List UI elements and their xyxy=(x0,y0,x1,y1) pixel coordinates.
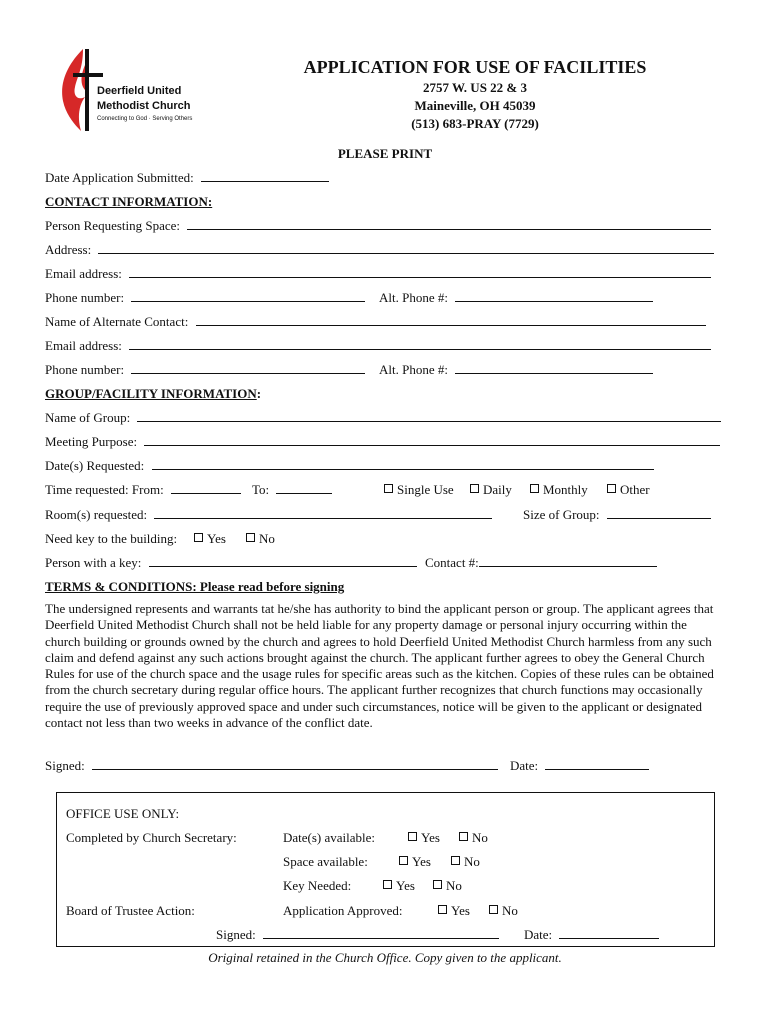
key-needed-no-checkbox[interactable] xyxy=(433,880,442,889)
key-no-option[interactable] xyxy=(246,531,275,547)
signature-field[interactable] xyxy=(92,759,498,770)
monthly-checkbox[interactable] xyxy=(530,484,539,493)
dates-available-yes[interactable] xyxy=(408,830,440,846)
alt-phone-number-field[interactable] xyxy=(131,363,365,374)
alt-phone-label: Alt. Phone #: xyxy=(379,290,448,305)
key-needed-yes[interactable] xyxy=(383,878,415,894)
group-heading xyxy=(45,386,261,402)
office-use-heading: OFFICE USE ONLY: xyxy=(66,806,180,821)
alt-contact-label: Name of Alternate Contact: xyxy=(45,314,189,329)
contact-number-field[interactable] xyxy=(479,556,657,567)
header-address1: 2757 W. US 22 & 3 xyxy=(422,80,528,95)
key-yes-checkbox[interactable] xyxy=(194,533,203,542)
email-label: Email address: xyxy=(45,266,122,281)
logo-tagline: Connecting to God · Serving Others xyxy=(97,116,193,122)
monthly-label: Monthly xyxy=(543,482,588,497)
group-size-row xyxy=(523,507,711,523)
time-from-field[interactable] xyxy=(171,483,241,494)
key-no-checkbox[interactable] xyxy=(246,533,255,542)
key-person-row xyxy=(45,555,417,571)
address-field[interactable] xyxy=(98,243,714,254)
time-to-field[interactable] xyxy=(276,483,332,494)
app-approved-yes[interactable] xyxy=(438,903,470,919)
dates-available-yes-checkbox[interactable] xyxy=(408,832,417,841)
alt-contact-row xyxy=(45,314,706,330)
alt-alt-phone-label: Alt. Phone #: xyxy=(379,362,448,377)
terms-heading: TERMS & CONDITIONS: Please read before signing xyxy=(45,579,345,594)
dates-available-no-label: No xyxy=(472,830,488,845)
space-available-no-label: No xyxy=(464,854,480,869)
time-from-row xyxy=(45,482,241,498)
single-use-label: Single Use xyxy=(397,482,454,497)
key-needed-yes-checkbox[interactable] xyxy=(383,880,392,889)
alt-phone-row xyxy=(379,290,653,306)
address-row xyxy=(45,242,714,258)
time-to-label: To: xyxy=(252,482,270,497)
app-approved-no-label: No xyxy=(502,903,518,918)
board-action-label: Board of Trustee Action: xyxy=(66,903,195,918)
office-date-field[interactable] xyxy=(559,928,659,939)
office-date-label: Date: xyxy=(524,927,553,942)
date-submitted-label: Date Application Submitted: xyxy=(45,170,194,185)
person-requesting-label: Person Requesting Space: xyxy=(45,218,181,233)
meeting-purpose-row xyxy=(45,434,720,450)
alt-email-label: Email address: xyxy=(45,338,122,353)
alt-email-row xyxy=(45,338,711,354)
date-submitted-field[interactable] xyxy=(201,171,329,182)
frequency-single[interactable] xyxy=(384,482,454,498)
dates-requested-row xyxy=(45,458,654,474)
office-signed-field[interactable] xyxy=(263,928,499,939)
signature-row xyxy=(45,758,498,774)
group-heading-text: GROUP/FACILITY INFORMATION xyxy=(45,386,257,401)
meeting-purpose-field[interactable] xyxy=(144,435,720,446)
dates-requested-field[interactable] xyxy=(152,459,654,470)
key-needed-row xyxy=(45,531,177,547)
time-to-row xyxy=(252,482,332,498)
other-label: Other xyxy=(620,482,650,497)
sign-date-field[interactable] xyxy=(545,759,649,770)
page-title: APPLICATION FOR USE OF FACILITIES xyxy=(303,57,647,77)
frequency-monthly[interactable] xyxy=(530,482,588,498)
rooms-requested-field[interactable] xyxy=(154,508,492,519)
frequency-other[interactable] xyxy=(607,482,650,498)
frequency-daily[interactable] xyxy=(470,482,512,498)
app-approved-yes-checkbox[interactable] xyxy=(438,905,447,914)
app-approved-no-checkbox[interactable] xyxy=(489,905,498,914)
office-date-row xyxy=(524,927,659,943)
daily-checkbox[interactable] xyxy=(470,484,479,493)
key-needed-no-label: No xyxy=(446,878,462,893)
rooms-requested-row xyxy=(45,507,492,523)
office-signed-row xyxy=(216,927,499,943)
alt-alt-phone-row xyxy=(379,362,653,378)
group-name-row xyxy=(45,410,721,426)
other-checkbox[interactable] xyxy=(607,484,616,493)
daily-label: Daily xyxy=(483,482,512,497)
alt-phone-field[interactable] xyxy=(455,291,653,302)
logo-name-line2: Methodist Church xyxy=(97,100,191,112)
completed-by-label: Completed by Church Secretary: xyxy=(66,830,237,845)
phone-field[interactable] xyxy=(131,291,365,302)
header-address2: Maineville, OH 45039 xyxy=(414,98,536,113)
space-available-label: Space available: xyxy=(283,854,368,869)
key-no-label: No xyxy=(259,531,275,546)
dates-available-no[interactable] xyxy=(459,830,488,846)
contact-number-label: Contact #: xyxy=(425,555,479,570)
terms-body: The undersigned represents and warrants tat he/she has authority to bind the applicant person or group. The applicant agrees that Deerfield United Methodist Church shall not be held liable for any property damage or personal injury occurring within the church building or grounds owned by the church and agrees to hold Deerfield United Methodist Church harmless from any such claim and defend against any such actions brought against the church. The applicant further agrees to obey the General Church Rules for use of the church space and the usage rules for specific areas such as the kitchen. Copies of these rules can be obtained from the church secretary during regular office hours. The applicant further recognizes that church functions may occasionally require the use of previously approved space and under such circumstances, notice will be given to the applicant or designated contact not less than two weeks in advance of the conflict date. xyxy=(45,601,714,731)
email-field[interactable] xyxy=(129,267,711,278)
time-from-label: Time requested: From: xyxy=(45,482,164,497)
group-name-label: Name of Group: xyxy=(45,410,131,425)
contact-heading: CONTACT INFORMATION: xyxy=(45,194,213,209)
space-available-no[interactable] xyxy=(451,854,480,870)
alt-alt-phone-field[interactable] xyxy=(455,363,653,374)
contact-number-row xyxy=(425,555,657,571)
app-approved-yes-label: Yes xyxy=(451,903,470,918)
address-label: Address: xyxy=(45,242,92,257)
header-phone: (513) 683-PRAY (7729) xyxy=(411,116,539,131)
footer-note: Original retained in the Church Office. Copy given to the applicant. xyxy=(208,950,562,965)
app-approved-no[interactable] xyxy=(489,903,518,919)
please-print-note: PLEASE PRINT xyxy=(337,146,433,161)
phone-label: Phone number: xyxy=(45,290,125,305)
dates-available-label: Date(s) available: xyxy=(283,830,376,845)
rooms-requested-label: Room(s) requested: xyxy=(45,507,148,522)
key-needed-yes-label: Yes xyxy=(396,878,415,893)
alt-phone-number-label: Phone number: xyxy=(45,362,125,377)
key-needed-office-label: Key Needed: xyxy=(283,878,352,893)
group-size-field[interactable] xyxy=(607,508,711,519)
group-size-label: Size of Group: xyxy=(523,507,600,522)
dates-available-yes-label: Yes xyxy=(421,830,440,845)
phone-row xyxy=(45,290,365,306)
church-logo xyxy=(55,45,225,135)
signed-label: Signed: xyxy=(45,758,85,773)
group-name-field[interactable] xyxy=(137,411,721,422)
email-row xyxy=(45,266,711,282)
key-yes-option[interactable] xyxy=(194,531,226,547)
alt-email-field[interactable] xyxy=(129,339,711,350)
sign-date-row xyxy=(510,758,649,774)
group-heading-colon: : xyxy=(256,386,262,401)
sign-date-label: Date: xyxy=(510,758,539,773)
person-requesting-row xyxy=(45,218,711,234)
single-use-checkbox[interactable] xyxy=(384,484,393,493)
key-needed-label: Need key to the building: xyxy=(45,531,178,546)
space-available-yes[interactable] xyxy=(399,854,431,870)
person-requesting-field[interactable] xyxy=(187,219,711,230)
dates-available-no-checkbox[interactable] xyxy=(459,832,468,841)
app-approved-label: Application Approved: xyxy=(283,903,403,918)
key-needed-no[interactable] xyxy=(433,878,462,894)
date-submitted-row xyxy=(45,170,329,186)
alt-phone-number-row xyxy=(45,362,365,378)
logo-name-line1: Deerfield United xyxy=(97,85,182,97)
space-available-yes-label: Yes xyxy=(412,854,431,869)
alt-contact-field[interactable] xyxy=(196,315,706,326)
space-available-yes-checkbox[interactable] xyxy=(399,856,408,865)
space-available-no-checkbox[interactable] xyxy=(451,856,460,865)
dates-requested-label: Date(s) Requested: xyxy=(45,458,145,473)
key-person-field[interactable] xyxy=(149,556,417,567)
office-signed-label: Signed: xyxy=(216,927,256,942)
meeting-purpose-label: Meeting Purpose: xyxy=(45,434,138,449)
key-person-label: Person with a key: xyxy=(45,555,142,570)
key-yes-label: Yes xyxy=(207,531,226,546)
